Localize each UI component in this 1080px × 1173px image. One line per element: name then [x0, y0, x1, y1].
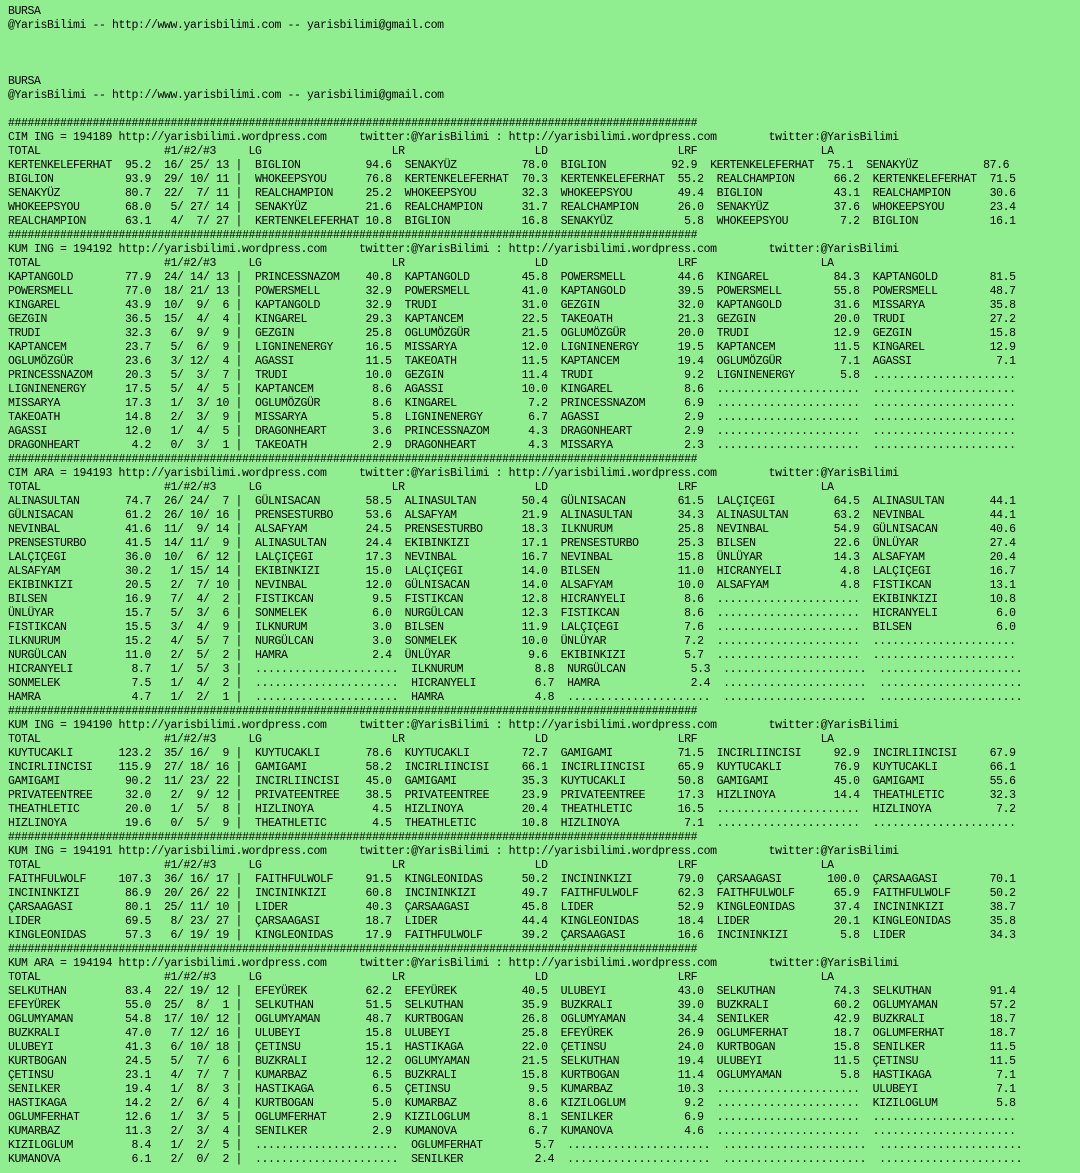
text-line: CIM ING = 194189 http://yarisbilimi.wordpress.com twitter:@YarisBilimi : http://yarisbilimi.wordpress.com twitter:@YarisBilimi: [8, 131, 899, 144]
text-line: EFEYÜREK 55.0 25/ 8/ 1 | SELKUTHAN 51.5 SELKUTHAN 35.9 BUZKRALI 39.0 BUZKRALI 60.2 OGLUMYAMAN 57.2: [8, 999, 1016, 1012]
text-line: ÜNLÜYAR 15.7 5/ 3/ 6 | SONMELEK 6.0 NURGÜLCAN 12.3 FISTIKCAN 8.6 ...................... HICRANYELI 6.0: [8, 607, 1016, 620]
text-line: KUMANOVA 6.1 2/ 0/ 2 | ...................... SENILKER 2.4 ...................... ...................... ......................: [8, 1153, 1023, 1166]
text-line: KUM ARA = 194194 http://yarisbilimi.wordpress.com twitter:@YarisBilimi : http://yarisbilimi.wordpress.com twitter:@YarisBilimi: [8, 957, 899, 970]
text-line: KUM ING = 194192 http://yarisbilimi.wordpress.com twitter:@YarisBilimi : http://yarisbilimi.wordpress.com twitter:@YarisBilimi: [8, 243, 899, 256]
text-line: NURGÜLCAN 11.0 2/ 5/ 2 | HAMRA 2.4 ÜNLÜYAR 9.6 EKIBINKIZI 5.7 ...................... ......................: [8, 649, 1016, 662]
text-line: AGASSI 12.0 1/ 4/ 5 | DRAGONHEART 3.6 PRINCESSNAZOM 4.3 DRAGONHEART 2.9 ...................... ......................: [8, 425, 1016, 438]
text-line: REALCHAMPION 63.1 4/ 7/ 27 | KERTENKELEFERHAT 10.8 BIGLION 16.8 SENAKYÜZ 5.8 WHOKEEPSYOU 7.2 BIGLION 16.1: [8, 215, 1016, 228]
text-line: [8, 61, 1080, 75]
text-line: [8, 47, 1080, 61]
text-line: WHOKEEPSYOU 68.0 5/ 27/ 14 | SENAKYÜZ 21.6 REALCHAMPION 31.7 REALCHAMPION 26.0 SENAKYÜZ 37.6 WHOKEEPSYOU 23.4: [8, 201, 1016, 214]
text-line: [8, 103, 1080, 117]
text-line: LIDER 69.5 8/ 23/ 27 | ÇARSAAGASI 18.7 LIDER 44.4 KINGLEONIDAS 18.4 LIDER 20.1 KINGLEONIDAS 35.8: [8, 915, 1016, 928]
text-line: FISTIKCAN 15.5 3/ 4/ 9 | ILKNURUM 3.0 BILSEN 11.9 LALÇIÇEGI 7.6 ...................... BILSEN 6.0: [8, 621, 1016, 634]
text-line: KAPTANCEM 23.7 5/ 6/ 9 | LIGNINENERGY 16.5 MISSARYA 12.0 LIGNINENERGY 19.5 KAPTANCEM 11.5 KINGAREL 12.9: [8, 341, 1016, 354]
text-line: THEATHLETIC 20.0 1/ 5/ 8 | HIZLINOYA 4.5 HIZLINOYA 20.4 THEATHLETIC 16.5 ...................... HIZLINOYA 7.2: [8, 803, 1016, 816]
text-line: SENILKER 19.4 1/ 8/ 3 | HASTIKAGA 6.5 ÇETINSU 9.5 KUMARBAZ 10.3 ...................... ULUBEYI 7.1: [8, 1083, 1016, 1096]
text-line: HICRANYELI 8.7 1/ 5/ 3 | ...................... ILKNURUM 8.8 NURGÜLCAN 5.3 ...................... ......................: [8, 663, 1023, 676]
text-line: DRAGONHEART 4.2 0/ 3/ 1 | TAKEOATH 2.9 DRAGONHEART 4.3 MISSARYA 2.3 ...................... ......................: [8, 439, 1016, 452]
text-line: KURTBOGAN 24.5 5/ 7/ 6 | BUZKRALI 12.2 OGLUMYAMAN 21.5 SELKUTHAN 19.4 ULUBEYI 11.5 ÇETINSU 11.5: [8, 1055, 1016, 1068]
text-line: TAKEOATH 14.8 2/ 3/ 9 | MISSARYA 5.8 LIGNINENERGY 6.7 AGASSI 2.9 ...................... ......................: [8, 411, 1016, 424]
text-line: HIZLINOYA 19.6 0/ 5/ 9 | THEATHLETIC 4.5 THEATHLETIC 10.8 HIZLINOYA 7.1 ...................... ......................: [8, 817, 1016, 830]
separator-line: ##########################################################################################################: [8, 229, 698, 242]
text-line: BURSA: [8, 75, 41, 88]
text-line: TRUDI 32.3 6/ 9/ 9 | GEZGIN 25.8 OGLUMÖZGÜR 21.5 OGLUMÖZGÜR 20.0 TRUDI 12.9 GEZGIN 15.8: [8, 327, 1016, 340]
text-line: PRIVATEENTREE 32.0 2/ 9/ 12 | PRIVATEENTREE 38.5 PRIVATEENTREE 23.9 PRIVATEENTREE 17.3 HIZLINOYA 14.4 THEATHLETIC 32.3: [8, 789, 1016, 802]
text-line: SENAKYÜZ 80.7 22/ 7/ 11 | REALCHAMPION 25.2 WHOKEEPSYOU 32.3 WHOKEEPSYOU 49.4 BIGLION 43.1 REALCHAMPION 30.6: [8, 187, 1016, 200]
text-line: KINGAREL 43.9 10/ 9/ 6 | KAPTANGOLD 32.9 TRUDI 31.0 GEZGIN 32.0 KAPTANGOLD 31.6 MISSARYA 35.8: [8, 299, 1016, 312]
text-line: PRINCESSNAZOM 20.3 5/ 3/ 7 | TRUDI 10.0 GEZGIN 11.4 TRUDI 9.2 LIGNINENERGY 5.8 ......................: [8, 369, 1016, 382]
text-line: INCIRLIINCISI 115.9 27/ 18/ 16 | GAMIGAMI 58.2 INCIRLIINCISI 66.1 INCIRLIINCISI 65.9 KUYTUCAKLI 76.9 KUYTUCAKLI 66.1: [8, 761, 1016, 774]
text-line: OGLUMÖZGÜR 23.6 3/ 12/ 4 | AGASSI 11.5 TAKEOATH 11.5 KAPTANCEM 19.4 OGLUMÖZGÜR 7.1 AGASSI 7.1: [8, 355, 1016, 368]
text-line: KUM ING = 194190 http://yarisbilimi.wordpress.com twitter:@YarisBilimi : http://yarisbilimi.wordpress.com twitter:@YarisBilimi: [8, 719, 899, 732]
text-line: @YarisBilimi -- http://www.yarisbilimi.com -- yarisbilimi@gmail.com: [8, 89, 444, 102]
separator-line: ##########################################################################################################: [8, 453, 698, 466]
separator-line: ##########################################################################################################: [8, 943, 698, 956]
text-line: GAMIGAMI 90.2 11/ 23/ 22 | INCIRLIINCISI 45.0 GAMIGAMI 35.3 KUYTUCAKLI 50.8 GAMIGAMI 45.0 GAMIGAMI 55.6: [8, 775, 1016, 788]
text-line: HASTIKAGA 14.2 2/ 6/ 4 | KURTBOGAN 5.0 KUMARBAZ 8.6 KIZILOGLUM 9.2 ...................... KIZILOGLUM 5.8: [8, 1097, 1016, 1110]
text-line: ALSAFYAM 30.2 1/ 15/ 14 | EKIBINKIZI 15.0 LALÇIÇEGI 14.0 BILSEN 11.0 HICRANYELI 4.8 LALÇIÇEGI 16.7: [8, 565, 1016, 578]
text-line: OGLUMFERHAT 12.6 1/ 3/ 5 | OGLUMFERHAT 2.9 KIZILOGLUM 8.1 SENILKER 6.9 ...................... ......................: [8, 1111, 1016, 1124]
text-line: ULUBEYI 41.3 6/ 10/ 18 | ÇETINSU 15.1 HASTIKAGA 22.0 ÇETINSU 24.0 KURTBOGAN 15.8 SENILKER 11.5: [8, 1041, 1016, 1054]
text-line: [8, 33, 1080, 47]
text-line: TOTAL #1/#2/#3 LG LR LD LRF LA: [8, 859, 834, 872]
text-line: PRENSESTURBO 41.5 14/ 11/ 9 | ALINASULTAN 24.4 EKIBINKIZI 17.1 PRENSESTURBO 25.3 BILSEN 22.6 ÜNLÜYAR 27.4: [8, 537, 1016, 550]
text-line: KUM ING = 194191 http://yarisbilimi.wordpress.com twitter:@YarisBilimi : http://yarisbilimi.wordpress.com twitter:@YarisBilimi: [8, 845, 899, 858]
text-line: KINGLEONIDAS 57.3 6/ 19/ 19 | KINGLEONIDAS 17.9 FAITHFULWOLF 39.2 ÇARSAAGASI 16.6 INCININKIZI 5.8 LIDER 34.3: [8, 929, 1016, 942]
text-line: BUZKRALI 47.0 7/ 12/ 16 | ULUBEYI 15.8 ULUBEYI 25.8 EFEYÜREK 26.9 OGLUMFERHAT 18.7 OGLUMFERHAT 18.7: [8, 1027, 1016, 1040]
text-line: KAPTANGOLD 77.9 24/ 14/ 13 | PRINCESSNAZOM 40.8 KAPTANGOLD 45.8 POWERSMELL 44.6 KINGAREL 84.3 KAPTANGOLD 81.5: [8, 271, 1016, 284]
text-line: TOTAL #1/#2/#3 LG LR LD LRF LA: [8, 145, 834, 158]
text-line: TOTAL #1/#2/#3 LG LR LD LRF LA: [8, 257, 834, 270]
text-line: NEVINBAL 41.6 11/ 9/ 14 | ALSAFYAM 24.5 PRENSESTURBO 18.3 ILKNURUM 25.8 NEVINBAL 54.9 GÜLNISACAN 40.6: [8, 523, 1016, 536]
text-line: FAITHFULWOLF 107.3 36/ 16/ 17 | FAITHFULWOLF 91.5 KINGLEONIDAS 50.2 INCININKIZI 79.0 ÇARSAAGASI 100.0 ÇARSAAGASI 70.1: [8, 873, 1016, 886]
text-line: LALÇIÇEGI 36.0 10/ 6/ 12 | LALÇIÇEGI 17.3 NEVINBAL 16.7 NEVINBAL 15.8 ÜNLÜYAR 14.3 ALSAFYAM 20.4: [8, 551, 1016, 564]
text-line: ÇETINSU 23.1 4/ 7/ 7 | KUMARBAZ 6.5 BUZKRALI 15.8 KURTBOGAN 11.4 OGLUMYAMAN 5.8 HASTIKAGA 7.1: [8, 1069, 1016, 1082]
text-line: KERTENKELEFERHAT 95.2 16/ 25/ 13 | BIGLION 94.6 SENAKYÜZ 78.0 BIGLION 92.9 KERTENKELEFERHAT 75.1 SENAKYÜZ 87.6: [8, 159, 1010, 172]
separator-line: ##########################################################################################################: [8, 117, 698, 130]
text-line: POWERSMELL 77.0 18/ 21/ 13 | POWERSMELL 32.9 POWERSMELL 41.0 KAPTANGOLD 39.5 POWERSMELL 55.8 POWERSMELL 48.7: [8, 285, 1016, 298]
text-line: TOTAL #1/#2/#3 LG LR LD LRF LA: [8, 481, 834, 494]
text-line: BURSA: [8, 5, 41, 18]
text-line: ALINASULTAN 74.7 26/ 24/ 7 | GÜLNISACAN 58.5 ALINASULTAN 50.4 GÜLNISACAN 61.5 LALÇIÇEGI 64.5 ALINASULTAN 44.1: [8, 495, 1016, 508]
text-line: KUMARBAZ 11.3 2/ 3/ 4 | SENILKER 2.9 KUMANOVA 6.7 KUMANOVA 4.6 ...................... ......................: [8, 1125, 1016, 1138]
text-line: @YarisBilimi -- http://www.yarisbilimi.com -- yarisbilimi@gmail.com: [8, 19, 444, 32]
text-line: KUYTUCAKLI 123.2 35/ 16/ 9 | KUYTUCAKLI 78.6 KUYTUCAKLI 72.7 GAMIGAMI 71.5 INCIRLIINCISI 92.9 INCIRLIINCISI 67.9: [8, 747, 1016, 760]
text-line: TOTAL #1/#2/#3 LG LR LD LRF LA: [8, 971, 834, 984]
text-line: GÜLNISACAN 61.2 26/ 10/ 16 | PRENSESTURBO 53.6 ALSAFYAM 21.9 ALINASULTAN 34.3 ALINASULTAN 63.2 NEVINBAL 44.1: [8, 509, 1016, 522]
text-line: BILSEN 16.9 7/ 4/ 2 | FISTIKCAN 9.5 FISTIKCAN 12.8 HICRANYELI 8.6 ...................... EKIBINKIZI 10.8: [8, 593, 1016, 606]
text-line: ILKNURUM 15.2 4/ 5/ 7 | NURGÜLCAN 3.0 SONMELEK 10.0 ÜNLÜYAR 7.2 ...................... ......................: [8, 635, 1016, 648]
text-line: LIGNINENERGY 17.5 5/ 4/ 5 | KAPTANCEM 8.6 AGASSI 10.0 KINGAREL 8.6 ...................... ......................: [8, 383, 1016, 396]
text-line: GEZGIN 36.5 15/ 4/ 4 | KINGAREL 29.3 KAPTANCEM 22.5 TAKEOATH 21.3 GEZGIN 20.0 TRUDI 27.2: [8, 313, 1016, 326]
text-line: ÇARSAAGASI 80.1 25/ 11/ 10 | LIDER 40.3 ÇARSAAGASI 45.8 LIDER 52.9 KINGLEONIDAS 37.4 INCININKIZI 38.7: [8, 901, 1016, 914]
text-line: EKIBINKIZI 20.5 2/ 7/ 10 | NEVINBAL 12.0 GÜLNISACAN 14.0 ALSAFYAM 10.0 ALSAFYAM 4.8 FISTIKCAN 13.1: [8, 579, 1016, 592]
text-line: MISSARYA 17.3 1/ 3/ 10 | OGLUMÖZGÜR 8.6 KINGAREL 7.2 PRINCESSNAZOM 6.9 ...................... ......................: [8, 397, 1016, 410]
text-line: BIGLION 93.9 29/ 10/ 11 | WHOKEEPSYOU 76.8 KERTENKELEFERHAT 70.3 KERTENKELEFERHAT 55.2 REALCHAMPION 66.2 KERTENKELEFERHAT 71.5: [8, 173, 1016, 186]
text-line: KIZILOGLUM 8.4 1/ 2/ 5 | ...................... OGLUMFERHAT 5.7 ...................... ...................... ......................: [8, 1139, 1023, 1152]
text-line: HAMRA 4.7 1/ 2/ 1 | ...................... HAMRA 4.8 ...................... ...................... ......................: [8, 691, 1023, 704]
text-line: OGLUMYAMAN 54.8 17/ 10/ 12 | OGLUMYAMAN 48.7 KURTBOGAN 26.8 OGLUMYAMAN 34.4 SENILKER 42.9 BUZKRALI 18.7: [8, 1013, 1016, 1026]
text-line: INCININKIZI 86.9 20/ 26/ 22 | INCININKIZI 60.8 INCININKIZI 49.7 FAITHFULWOLF 62.3 FAITHFULWOLF 65.9 FAITHFULWOLF 50.2: [8, 887, 1016, 900]
text-line: SELKUTHAN 83.4 22/ 19/ 12 | EFEYÜREK 62.2 EFEYÜREK 40.5 ULUBEYI 43.0 SELKUTHAN 74.3 SELKUTHAN 91.4: [8, 985, 1016, 998]
separator-line: ##########################################################################################################: [8, 831, 698, 844]
text-line: TOTAL #1/#2/#3 LG LR LD LRF LA: [8, 733, 834, 746]
separator-line: ##########################################################################################################: [8, 705, 698, 718]
text-line: CIM ARA = 194193 http://yarisbilimi.wordpress.com twitter:@YarisBilimi : http://yarisbilimi.wordpress.com twitter:@YarisBilimi: [8, 467, 899, 480]
text-line: SONMELEK 7.5 1/ 4/ 2 | ...................... HICRANYELI 6.7 HAMRA 2.4 ...................... ......................: [8, 677, 1023, 690]
